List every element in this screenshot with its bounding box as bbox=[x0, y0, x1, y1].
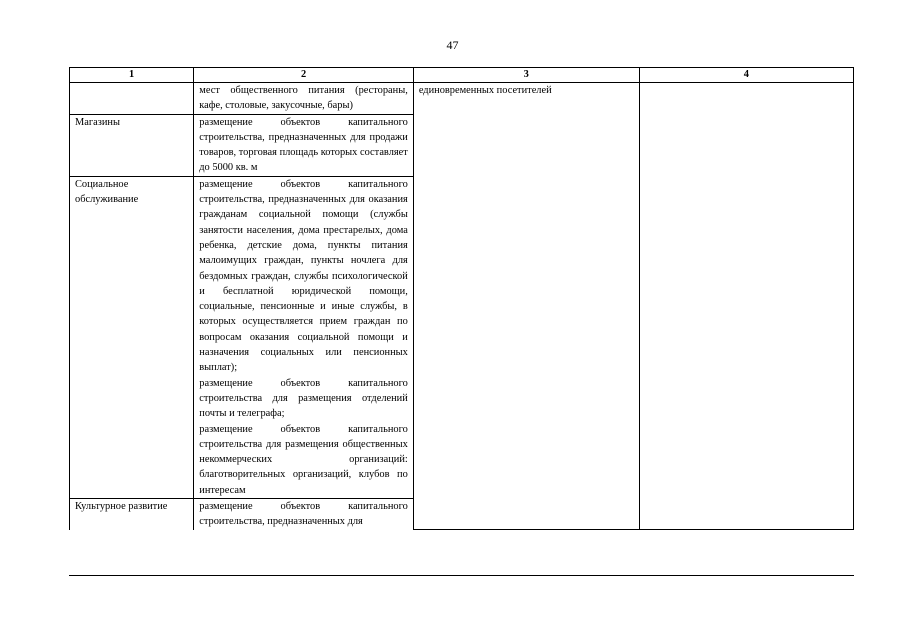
row-3-paragraph-1: размещение объектов капитального строительства, предназначенных для оказания гражданам социальной помощи (службы занятости населения, дома престарелых, дома ребенка, детские дома, пункты питания малоимущих граждан, пункты ночлега для бездомных граждан, службы психологической и бесплатной юридической помощи, социальные, пенсионные и иные службы, в которых осуществляется прием граждан по вопросам оказания социальной помощи и назначения социальных или пенсионных выплат); bbox=[199, 178, 408, 374]
row-1-name bbox=[70, 83, 194, 115]
row-3-paragraph-2: размещение объектов капитального строительства для размещения отделений почты и телеграфа; bbox=[199, 377, 408, 420]
table-row bbox=[70, 83, 854, 115]
row-4-description: размещение объектов капитального строительства, предназначенных для bbox=[194, 499, 414, 530]
land-use-table bbox=[69, 67, 854, 530]
row-2-name: Магазины bbox=[70, 114, 194, 176]
table-header-row bbox=[70, 68, 854, 83]
row-3-paragraph-3: размещение объектов капитального строительства для размещения общественных некоммерческих организаций: благотворительных организаций, клубов по интересам bbox=[199, 423, 408, 496]
row-3-name: Социальное обслуживание bbox=[70, 176, 194, 498]
page-number: 47 bbox=[446, 38, 459, 52]
table-bottom-border bbox=[69, 575, 854, 576]
row-3-description bbox=[194, 176, 414, 498]
notes-cell bbox=[639, 83, 853, 530]
row-4-name: Культурное развитие bbox=[70, 499, 194, 530]
header-cell-4: 4 bbox=[639, 68, 853, 83]
header-cell-2: 2 bbox=[194, 68, 414, 83]
header-cell-3: 3 bbox=[413, 68, 639, 83]
parameter-value-cell: единовременных посетителей bbox=[413, 83, 639, 530]
row-2-description: размещение объектов капитального строительства, предназначенных для продажи товаров, торговая площадь которых составляет до 5000 кв. м bbox=[194, 114, 414, 176]
row-1-description: мест общественного питания (рестораны, кафе, столовые, закусочные, бары) bbox=[194, 83, 414, 115]
header-cell-1: 1 bbox=[70, 68, 194, 83]
